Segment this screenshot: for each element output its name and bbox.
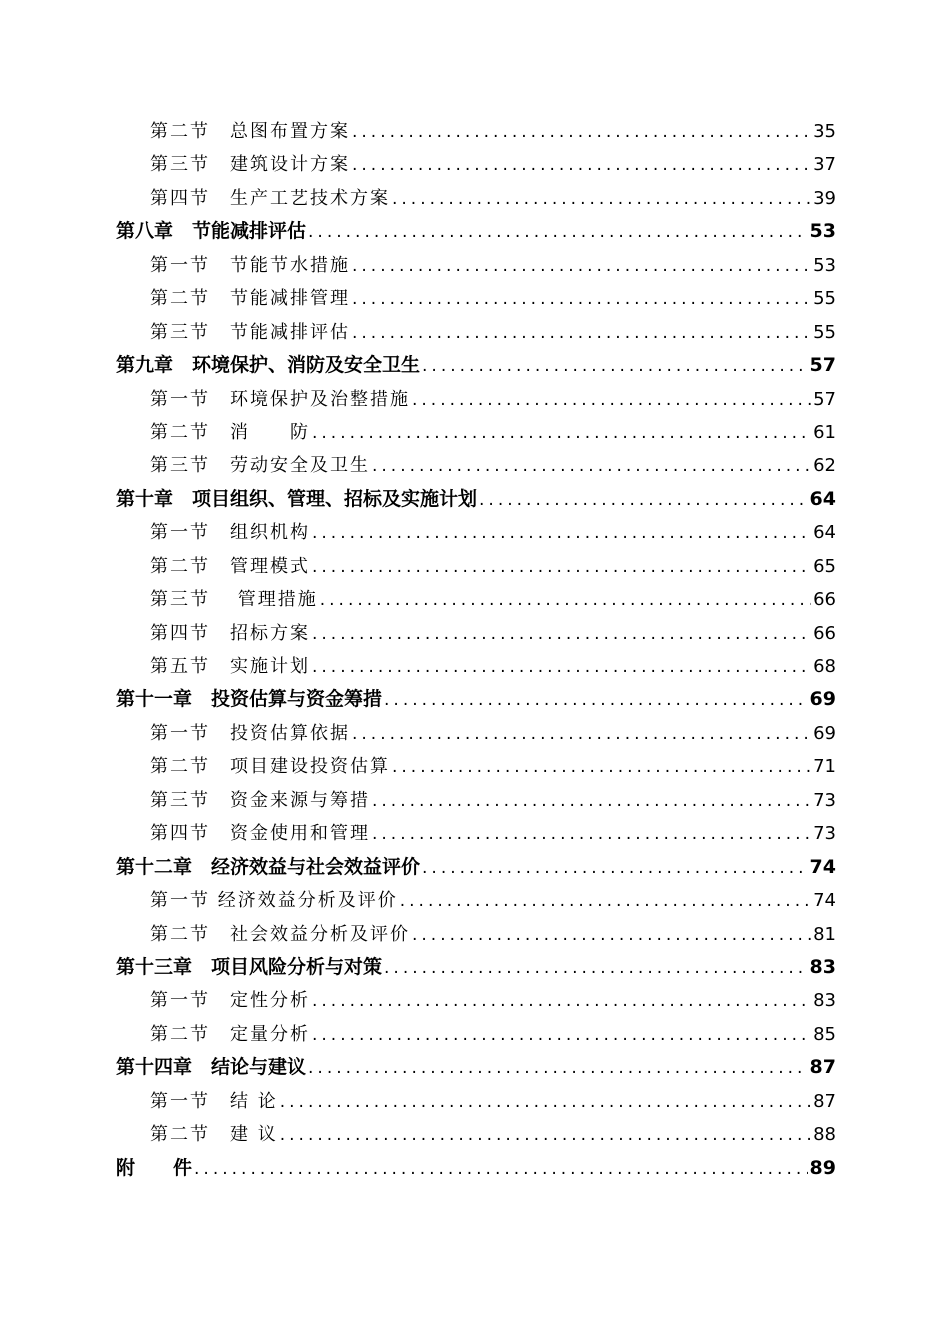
dot-leader bbox=[420, 350, 808, 382]
dot-leader bbox=[310, 985, 811, 1017]
dot-leader bbox=[306, 216, 808, 248]
dot-leader bbox=[310, 551, 811, 583]
toc-entry-section[interactable] bbox=[116, 1018, 836, 1051]
dot-leader bbox=[350, 250, 811, 282]
toc-entry-label: 第三节 建筑设计方案 bbox=[150, 154, 350, 176]
toc-entry-page: 87 bbox=[813, 1090, 836, 1112]
toc-entry-chapter[interactable] bbox=[116, 683, 836, 716]
toc-entry-page: 73 bbox=[813, 823, 836, 845]
toc-entry-section[interactable] bbox=[116, 984, 836, 1017]
toc-entry-label: 附 件 bbox=[116, 1156, 193, 1179]
toc-entry-page: 37 bbox=[813, 154, 836, 176]
toc-entry-label: 第一节 节能节水措施 bbox=[150, 254, 350, 276]
toc-entry-page: 35 bbox=[813, 121, 836, 142]
toc-entry-page: 89 bbox=[809, 1156, 836, 1179]
dot-leader bbox=[410, 919, 811, 951]
toc-entry-section[interactable] bbox=[116, 750, 836, 783]
dot-leader bbox=[370, 785, 811, 817]
dot-leader bbox=[350, 116, 811, 148]
toc-entry-label: 第一节 投资估算依据 bbox=[150, 722, 350, 744]
dot-leader bbox=[310, 1019, 811, 1051]
dot-leader bbox=[477, 484, 808, 516]
dot-leader bbox=[350, 283, 811, 315]
toc-entry-label: 第二节 节能减排管理 bbox=[150, 288, 350, 310]
toc-entry-label: 第八章 节能减排评估 bbox=[116, 220, 307, 243]
toc-entry-section[interactable] bbox=[116, 416, 836, 449]
toc-entry-page: 55 bbox=[813, 288, 836, 310]
dot-leader bbox=[390, 183, 811, 215]
dot-leader bbox=[390, 751, 811, 783]
toc-entry-page: 88 bbox=[813, 1124, 836, 1146]
toc-entry-page: 53 bbox=[809, 220, 836, 243]
toc-entry-label: 第十三章 项目风险分析与对策 bbox=[116, 955, 383, 978]
toc-entry-page: 83 bbox=[813, 990, 836, 1012]
toc-entry-section[interactable] bbox=[116, 817, 836, 850]
toc-entry-label: 第四节 生产工艺技术方案 bbox=[150, 187, 390, 209]
toc-entry-label: 第一节 经济效益分析及评价 bbox=[150, 890, 398, 912]
toc-entry-section[interactable] bbox=[116, 449, 836, 482]
table-of-contents bbox=[116, 115, 836, 1185]
dot-leader bbox=[410, 384, 811, 416]
dot-leader bbox=[350, 317, 811, 349]
toc-entry-label: 第三节 资金来源与筹措 bbox=[150, 789, 370, 811]
dot-leader bbox=[310, 618, 811, 650]
toc-entry-chapter[interactable] bbox=[116, 483, 836, 516]
dot-leader bbox=[278, 1119, 811, 1151]
toc-entry-label: 第二节 社会效益分析及评价 bbox=[150, 923, 410, 945]
toc-entry-page: 73 bbox=[813, 789, 836, 811]
dot-leader bbox=[306, 1052, 808, 1084]
toc-entry-page: 83 bbox=[809, 955, 836, 978]
toc-entry-section[interactable] bbox=[116, 383, 836, 416]
toc-entry-label: 第三节 管理措施 bbox=[150, 589, 318, 611]
toc-entry-page: 74 bbox=[809, 855, 836, 878]
toc-entry-page: 61 bbox=[813, 421, 836, 443]
dot-leader bbox=[192, 1153, 808, 1185]
toc-entry-page: 68 bbox=[813, 656, 836, 677]
toc-entry-section[interactable] bbox=[116, 282, 836, 315]
toc-entry-section[interactable] bbox=[116, 249, 836, 282]
toc-entry-page: 57 bbox=[813, 388, 836, 410]
toc-entry-section[interactable] bbox=[116, 583, 836, 616]
toc-entry-section[interactable] bbox=[116, 784, 836, 817]
dot-leader bbox=[310, 517, 811, 549]
toc-entry-label: 第三节 劳动安全及卫生 bbox=[150, 455, 370, 477]
toc-entry-chapter[interactable] bbox=[116, 349, 836, 382]
dot-leader bbox=[382, 952, 808, 984]
toc-entry-section[interactable] bbox=[116, 617, 836, 650]
dot-leader bbox=[370, 450, 811, 482]
toc-entry-label: 第一节 定性分析 bbox=[150, 990, 310, 1012]
toc-entry-chapter[interactable] bbox=[116, 851, 836, 884]
toc-entry-label: 第九章 环境保护、消防及安全卫生 bbox=[116, 354, 421, 377]
toc-entry-label: 第一节 结 论 bbox=[150, 1090, 278, 1112]
toc-entry-label: 第十一章 投资估算与资金筹措 bbox=[116, 688, 383, 711]
toc-entry-section[interactable] bbox=[116, 717, 836, 750]
toc-entry-page: 85 bbox=[813, 1023, 836, 1045]
toc-entry-chapter[interactable] bbox=[116, 215, 836, 248]
toc-entry-label: 第一节 环境保护及治整措施 bbox=[150, 388, 410, 410]
toc-entry-page: 87 bbox=[809, 1056, 836, 1079]
toc-entry-section[interactable] bbox=[116, 516, 836, 549]
toc-entry-label: 第二节 总图布置方案 bbox=[150, 121, 350, 142]
toc-entry-page: 81 bbox=[813, 923, 836, 945]
toc-entry-section[interactable] bbox=[116, 650, 836, 683]
toc-entry-section[interactable] bbox=[116, 148, 836, 181]
toc-entry-label: 第二节 定量分析 bbox=[150, 1023, 310, 1045]
dot-leader bbox=[310, 417, 811, 449]
dot-leader bbox=[318, 584, 811, 616]
toc-entry-section[interactable] bbox=[116, 1118, 836, 1151]
toc-entry-label: 第三节 节能减排评估 bbox=[150, 321, 350, 343]
toc-entry-page: 64 bbox=[813, 522, 836, 544]
toc-entry-page: 64 bbox=[809, 487, 836, 510]
toc-entry-page: 55 bbox=[813, 321, 836, 343]
dot-leader bbox=[398, 885, 811, 917]
toc-entry-page: 53 bbox=[813, 254, 836, 276]
toc-entry-appendix[interactable] bbox=[116, 1152, 836, 1185]
toc-entry-label: 第二节 消 防 bbox=[150, 421, 310, 443]
toc-entry-page: 69 bbox=[809, 688, 836, 711]
toc-entry-section[interactable] bbox=[116, 316, 836, 349]
toc-entry-label: 第一节 组织机构 bbox=[150, 522, 310, 544]
toc-entry-section[interactable] bbox=[116, 550, 836, 583]
toc-entry-section[interactable] bbox=[116, 1085, 836, 1118]
dot-leader bbox=[420, 852, 808, 884]
toc-entry-label: 第十章 项目组织、管理、招标及实施计划 bbox=[116, 487, 478, 510]
toc-entry-chapter[interactable] bbox=[116, 951, 836, 984]
toc-entry-page: 57 bbox=[809, 354, 836, 377]
toc-entry-section[interactable] bbox=[116, 182, 836, 215]
dot-leader bbox=[370, 818, 811, 850]
toc-entry-chapter[interactable] bbox=[116, 1051, 836, 1084]
toc-entry-page: 65 bbox=[813, 555, 836, 577]
dot-leader bbox=[382, 684, 808, 716]
toc-entry-label: 第二节 项目建设投资估算 bbox=[150, 756, 390, 778]
toc-entry-page: 71 bbox=[813, 756, 836, 778]
toc-entry-section[interactable] bbox=[116, 884, 836, 917]
toc-entry-page: 39 bbox=[813, 187, 836, 209]
toc-entry-page: 74 bbox=[813, 890, 836, 912]
toc-entry-label: 第十四章 结论与建议 bbox=[116, 1056, 307, 1079]
toc-entry-section[interactable] bbox=[116, 115, 836, 148]
toc-entry-page: 62 bbox=[813, 455, 836, 477]
toc-entry-label: 第二节 管理模式 bbox=[150, 555, 310, 577]
toc-entry-label: 第四节 招标方案 bbox=[150, 622, 310, 644]
toc-entry-page: 66 bbox=[813, 589, 836, 611]
toc-entry-label: 第二节 建 议 bbox=[150, 1124, 278, 1146]
toc-entry-label: 第十二章 经济效益与社会效益评价 bbox=[116, 855, 421, 878]
toc-entry-page: 69 bbox=[813, 722, 836, 744]
dot-leader bbox=[278, 1086, 811, 1118]
toc-entry-page: 66 bbox=[813, 622, 836, 644]
toc-entry-label: 第五节 实施计划 bbox=[150, 656, 310, 677]
toc-entry-label: 第四节 资金使用和管理 bbox=[150, 823, 370, 845]
dot-leader bbox=[350, 718, 811, 750]
dot-leader bbox=[310, 651, 811, 683]
toc-entry-section[interactable] bbox=[116, 918, 836, 951]
dot-leader bbox=[350, 149, 811, 181]
